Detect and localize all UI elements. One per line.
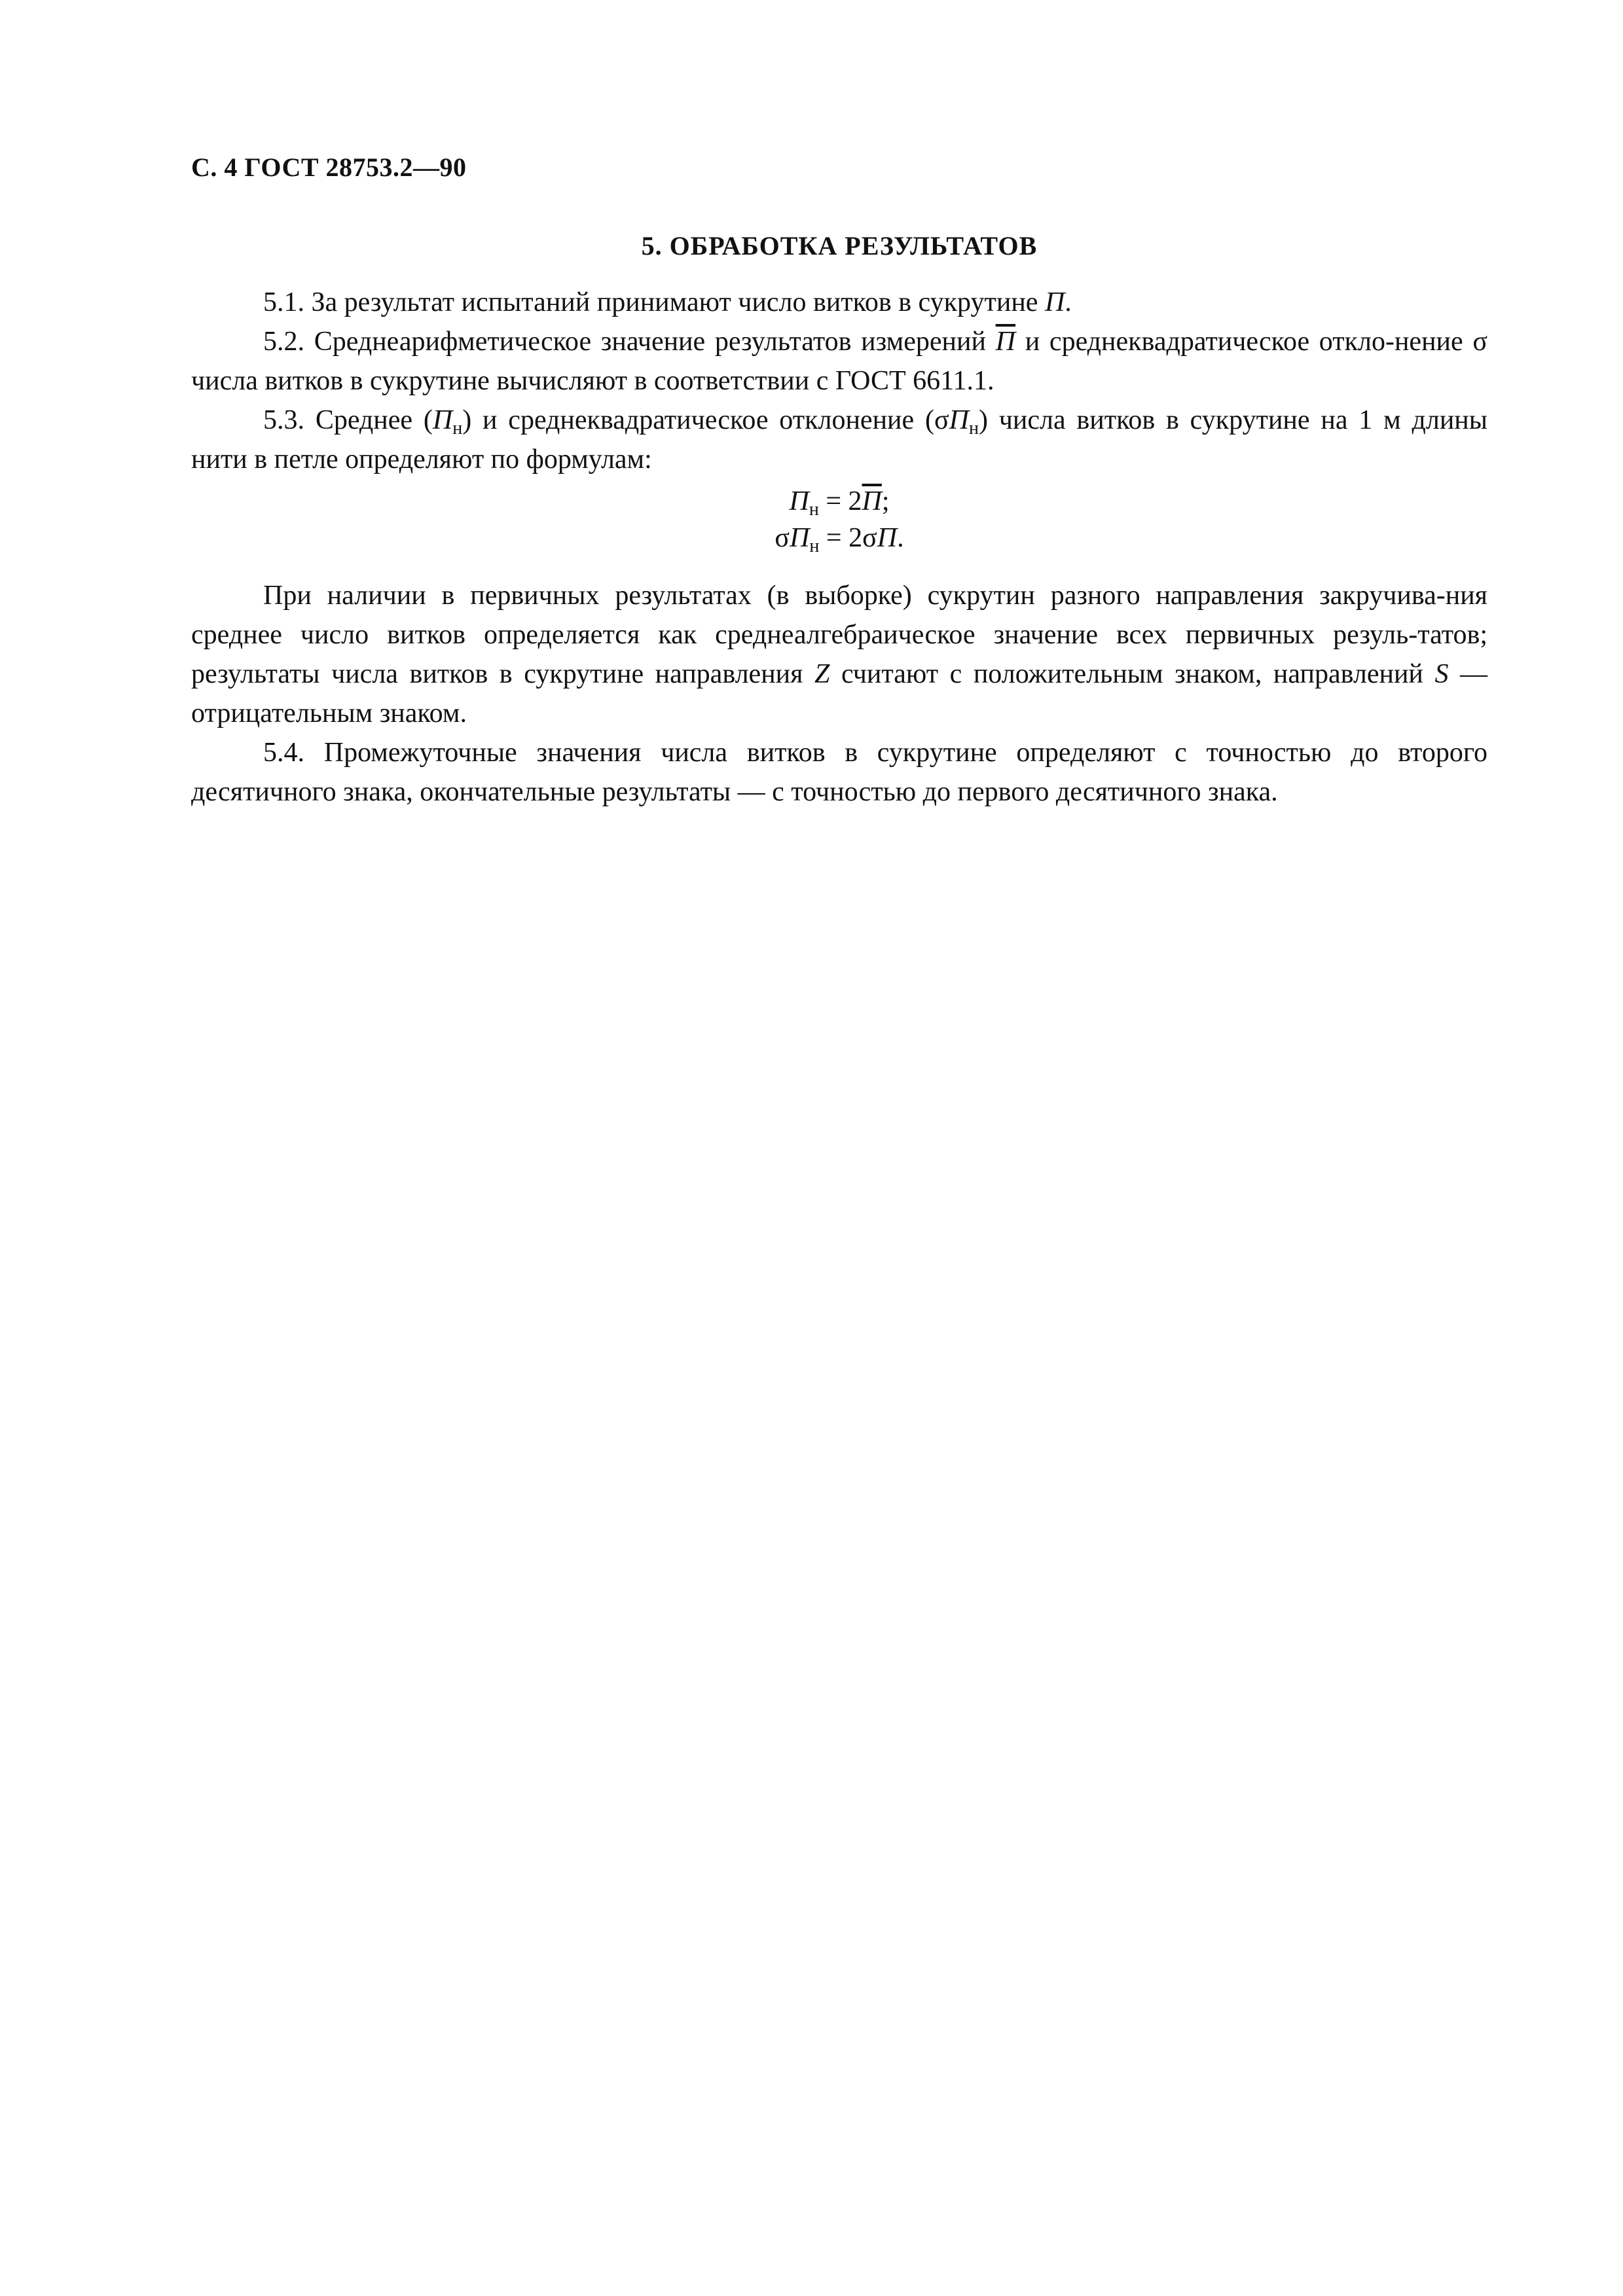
section-title: 5. ОБРАБОТКА РЕЗУЛЬТАТОВ — [641, 231, 1038, 260]
paragraph-number: 5.3. — [263, 405, 304, 435]
paragraph-text: Среднеарифметическое значение результатов измерений — [314, 327, 986, 357]
paragraph-text: При наличии в первичных результатах (в выборке) сукрутин разного направления закручива-ния среднее число витков определяется как среднеалгебраическое значение всех первичных резуль-татов; результаты числа витков в сукрутине направления — [191, 581, 1487, 689]
paragraph-text: числа витков в сукрутине вычисляют в соответствии с ГОСТ 6611.1. — [191, 366, 994, 396]
paragraph-text: За результат испытаний принимают число витков в сукрутине — [311, 287, 1038, 317]
formula-end: ; — [881, 486, 890, 516]
formula-end: . — [897, 523, 904, 553]
paragraph-text: считают с положительным знаком, направлений — [841, 659, 1423, 689]
formula-lhs: П — [789, 486, 809, 516]
formula-sigma-prefix: σ — [775, 523, 790, 553]
symbol-p-mean: П — [995, 327, 1016, 357]
paragraph-5-2 — [191, 322, 1487, 401]
paragraph-note — [191, 576, 1487, 733]
paragraph-5-1 — [191, 283, 1487, 322]
paragraph-end: . — [1065, 287, 1072, 317]
formula-lhs: П — [790, 523, 810, 553]
formula-eq: = 2σ — [819, 523, 877, 553]
paragraph-5-3 — [191, 401, 1487, 479]
paragraph-number: 5.2. — [263, 327, 304, 357]
paragraph-5-4 — [191, 733, 1487, 812]
paragraph-text: Промежуточные значения числа витков в сукрутине определяют с точностью до второго десятичного знака, окончательные результаты — с точностью до первого десятичного знака. — [191, 738, 1488, 807]
symbol-sigma: σ — [1472, 327, 1488, 357]
subscript-n: н — [452, 418, 463, 439]
paragraph-text: Среднее ( — [315, 405, 433, 435]
symbol-p: П — [1044, 287, 1065, 317]
section-body — [191, 283, 1487, 812]
symbol-s: S — [1434, 659, 1449, 689]
formula-mean — [191, 483, 1487, 520]
formula-rhs: П — [877, 523, 898, 553]
paragraph-text: и среднеквадратическое откло-нение — [1025, 327, 1463, 357]
paragraph-text: — отрицательным знаком. — [191, 659, 1488, 728]
formula-eq: = 2 — [818, 486, 862, 516]
paragraph-number: 5.1. — [263, 287, 304, 317]
page-header: С. 4 ГОСТ 28753.2—90 — [191, 152, 467, 182]
subscript-n: н — [809, 536, 820, 556]
paragraph-number: 5.4. — [263, 738, 304, 768]
subscript-n: н — [968, 418, 979, 439]
symbol-z: Z — [814, 659, 830, 689]
symbol-p: П — [432, 405, 453, 435]
formula-rhs: П — [862, 486, 882, 516]
symbol-p: П — [949, 405, 969, 435]
paragraph-text: ) и среднеквадратическое отклонение (σ — [462, 405, 949, 435]
formula-sigma — [191, 520, 1487, 556]
paragraph-text: ) числа витков в сукрутине на 1 м длины нити в петле определяют по формулам: — [191, 405, 1488, 475]
subscript-n: н — [809, 499, 819, 520]
